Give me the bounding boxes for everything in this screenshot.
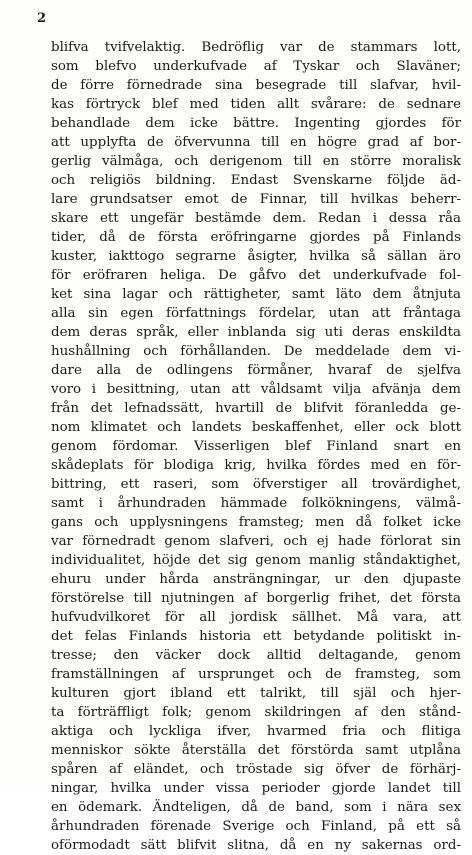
text-line: hufvudvilkoret för all jordisk sällhet. Må vara, att bbox=[51, 610, 461, 625]
text-line: århundraden förenade Sverige och Finland, på ett så bbox=[51, 819, 461, 834]
text-line: gans och upplysningens framsteg; men då folket icke bbox=[51, 515, 461, 530]
text-line: samt i århundraden hämmade folkökningens, välmå- bbox=[51, 496, 461, 511]
text-line: ket sina lagar och rättigheter, samt läto dem åtnjuta bbox=[51, 287, 461, 302]
text-line: gerlig välmåga, och derigenom till en större moralisk bbox=[51, 154, 461, 169]
text-line: en ödemark. Ändteligen, då de band, som i nära sex bbox=[51, 800, 461, 815]
text-line: och religiös bildning. Endast Svenskarne följde äd- bbox=[51, 173, 461, 188]
text-line: skådeplats för blodiga krig, hvilka fördes med en för- bbox=[51, 458, 461, 473]
body-text bbox=[51, 38, 461, 855]
text-line: dare alla de odlingens förmåner, hvaraf de sjelfva bbox=[51, 363, 461, 378]
text-line: lare grundsatser emot de Finnar, till hvilkas beherr- bbox=[51, 192, 461, 207]
text-line: oförmodadt sätt blifvit slitna, då en ny sakernas ord- bbox=[51, 838, 461, 853]
text-line: det felas Finlands historia ett betydande politiskt in- bbox=[51, 629, 461, 644]
text-line: för eröfraren heliga. De gåfvo det underkufvade fol- bbox=[51, 268, 461, 283]
text-line: ta förträffligt folk; genom skildringen af den stånd- bbox=[51, 705, 461, 720]
text-line: framställningen af ursprunget och de framsteg, som bbox=[51, 667, 461, 682]
text-line: skare ett ungefär bestämde dem. Redan i dessa råa bbox=[51, 211, 461, 226]
text-line: tresse; den väcker dock alltid deltagande, genom bbox=[51, 648, 461, 663]
text-line: förstörelse till njutningen af borgerlig frihet, det första bbox=[51, 591, 461, 606]
text-line: tider, då de första eröfringarne gjordes på Finlands bbox=[51, 230, 461, 245]
text-line: hushållning och förhållanden. De meddelade dem vi- bbox=[51, 344, 461, 359]
text-line: som blefvo underkufvade af Tyskar och Slaväner; bbox=[51, 59, 461, 74]
text-line: var förnedradt genom slafveri, och ej hade förlorat sin bbox=[51, 534, 461, 549]
text-line: ehuru under hårda ansträngningar, ur den djupaste bbox=[51, 572, 461, 587]
text-line: dem deras språk, eller inblanda sig uti deras enskildta bbox=[51, 325, 461, 340]
text-line: ningar, hvilka under vissa perioder gjorde landet till bbox=[51, 781, 461, 796]
page-number: 2 bbox=[37, 11, 47, 26]
text-line: alla sin egen författnings fördelar, utan att fråntaga bbox=[51, 306, 461, 321]
text-line: kulturen gjort ibland ett talrikt, till själ och hjer- bbox=[51, 686, 461, 701]
text-line: bittring, ett raseri, som öfverstiger all trovärdighet, bbox=[51, 477, 461, 492]
text-line: de förre förnedrade sina besegrade till slafvar, hvil- bbox=[51, 78, 461, 93]
text-line: blifva tvifvelaktig. Bedröflig var de stammars lott, bbox=[51, 40, 461, 55]
text-line: kuster, iakttogo segrarne åsigter, hvilka så sällan äro bbox=[51, 249, 461, 264]
text-line: menniskor sökte återställa det förstörda samt utplåna bbox=[51, 743, 461, 758]
text-line: behandlade dem icke bättre. Ingenting gjordes för bbox=[51, 116, 461, 131]
text-line: nom klimatet och landets beskaffenhet, eller ock blott bbox=[51, 420, 461, 435]
text-line: spåren af eländet, och tröstade sig öfver de förhärj- bbox=[51, 762, 461, 777]
text-line: aktiga och lyckliga ifver, hvarmed fria och flitiga bbox=[51, 724, 461, 739]
text-line: voro i besittning, utan att våldsamt vilja afvänja dem bbox=[51, 382, 461, 397]
text-line: individualitet, höjde det sig genom manlig ståndaktighet, bbox=[51, 553, 461, 568]
text-line: från det lefnadssätt, hvartill de blifvit föranledda ge- bbox=[51, 401, 461, 416]
text-line: kas förtryck blef med tiden allt svårare: de sednare bbox=[51, 97, 461, 112]
text-line: att upplyfta de öfvervunna till en högre grad af bor- bbox=[51, 135, 461, 150]
text-line: genom fördomar. Visserligen blef Finland snart en bbox=[51, 439, 461, 454]
